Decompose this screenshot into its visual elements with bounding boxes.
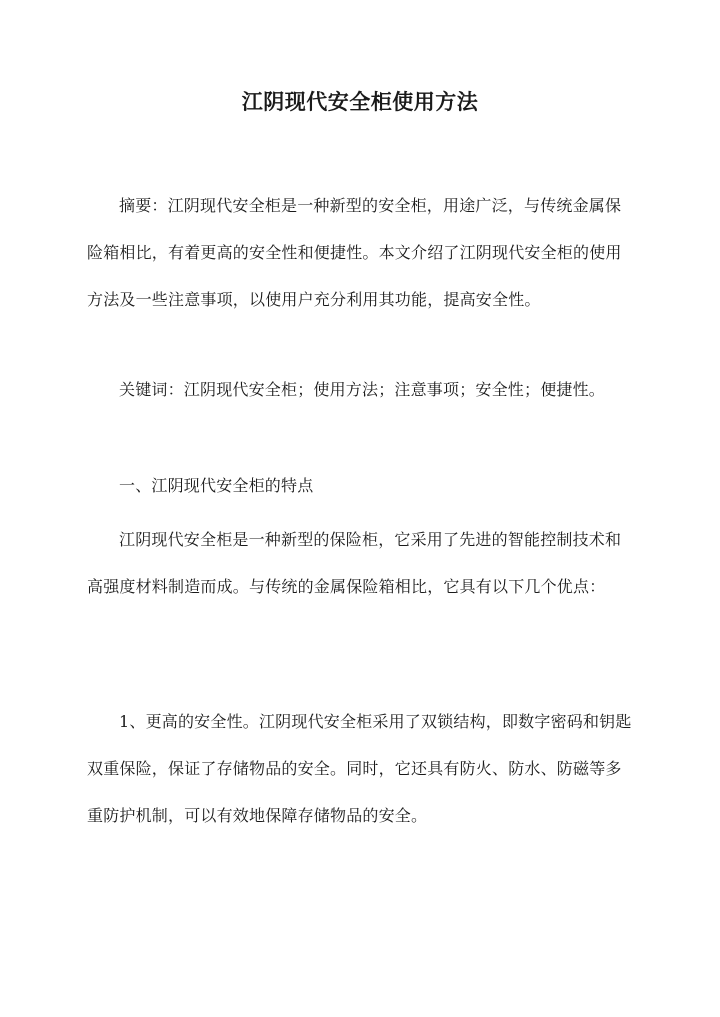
abstract-paragraph: 摘要：江阴现代安全柜是一种新型的安全柜，用途广泛，与传统金属保险箱相比，有着更高的安全性和便捷性。本文介绍了江阴现代安全柜的使用方法及一些注意事项，以使用户充分利用其功能，提高安全性。 bbox=[87, 196, 622, 309]
document-title: 江阴现代安全柜使用方法 bbox=[241, 89, 479, 114]
keywords-paragraph: 关键词：江阴现代安全柜；使用方法；注意事项；安全性；便捷性。 bbox=[119, 380, 606, 399]
section-intro-paragraph: 江阴现代安全柜是一种新型的保险柜，它采用了先进的智能控制技术和高强度材料制造而成。与传统的金属保险箱相比，它具有以下几个优点： bbox=[87, 530, 622, 596]
point-1-paragraph: 1、更高的安全性。江阴现代安全柜采用了双锁结构，即数字密码和钥匙双重保险，保证了存储物品的安全。同时，它还具有防火、防水、防磁等多重防护机制，可以有效地保障存储物品的安全。 bbox=[87, 712, 632, 825]
section-heading: 一、江阴现代安全柜的特点 bbox=[119, 476, 314, 495]
